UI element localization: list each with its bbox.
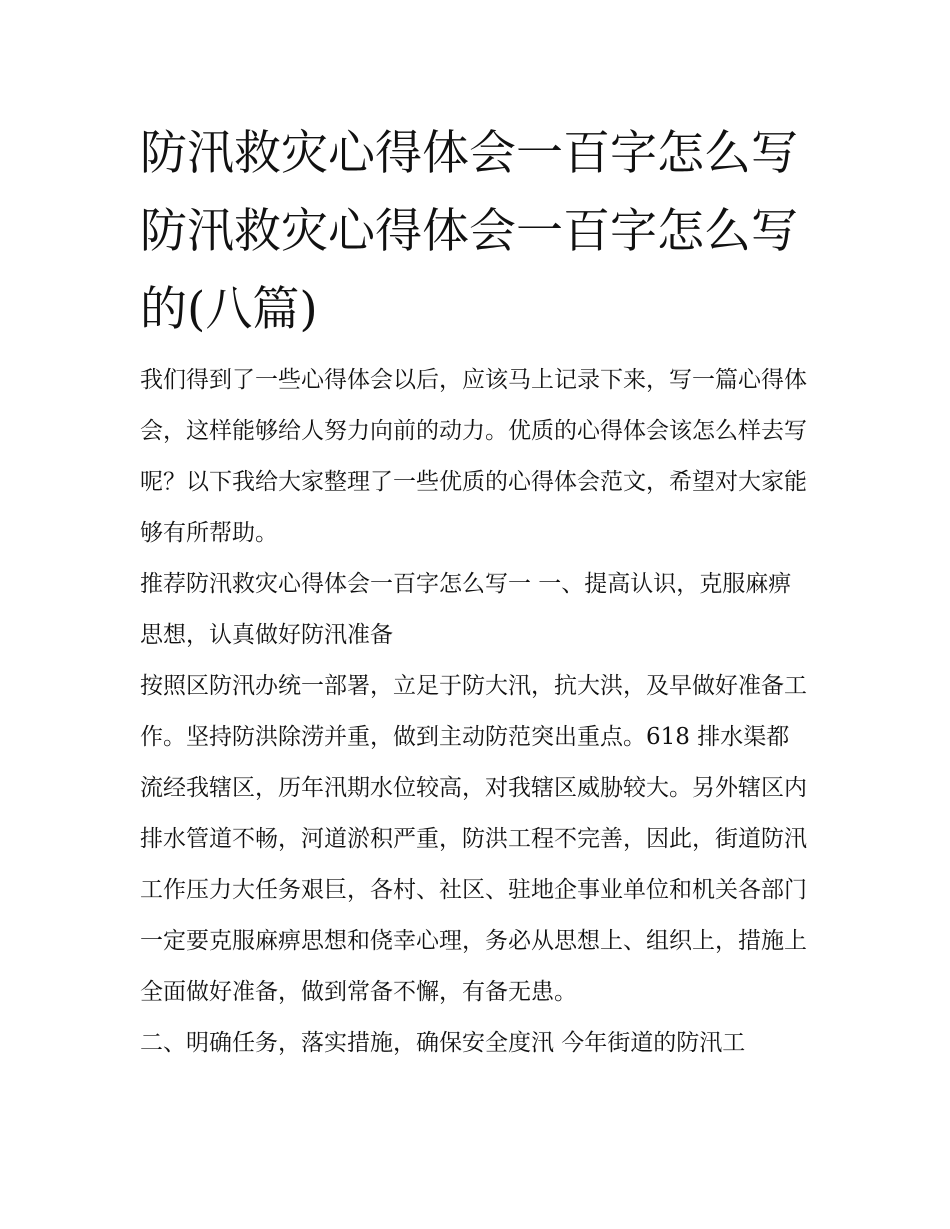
section-two-heading: 二、明确任务，落实措施，确保安全度汛 今年街道的防汛工 <box>140 1030 746 1056</box>
section-one-body: 按照区防汛办统一部署，立足于防大汛，抗大洪，及早做好准备工作。坚持防洪除涝并重，做到主动防范突出重点。618 排水渠都流经我辖区，历年汛期水位较高，对我辖区威胁较大。另外辖区内排水管道不畅，河道淤积严重，防洪工程不完善，因此，街道防汛工作压力大任务艰巨，各村、社区、驻地企事业单位和机关各部门一定要克服麻痹思想和侥幸心理，务必从思想上、组织上，措施上全面做好准备，做到常备不懈，有备无患。 <box>140 673 807 1005</box>
document-title: 防汛救灾心得体会一百字怎么写 防汛救灾心得体会一百字怎么写的(八篇) <box>140 126 798 337</box>
section-one-heading: 推荐防汛救灾心得体会一百字怎么写一 一、提高认识，克服麻痹思想，认真做好防汛准备 <box>140 571 792 648</box>
document-body <box>140 115 812 1069</box>
intro-paragraph: 我们得到了一些心得体会以后，应该马上记录下来，写一篇心得体会，这样能够给人努力向前的动力。优质的心得体会该怎么样去写呢？以下我给大家整理了一些优质的心得体会范文，希望对大家能够有所帮助。 <box>140 367 807 546</box>
